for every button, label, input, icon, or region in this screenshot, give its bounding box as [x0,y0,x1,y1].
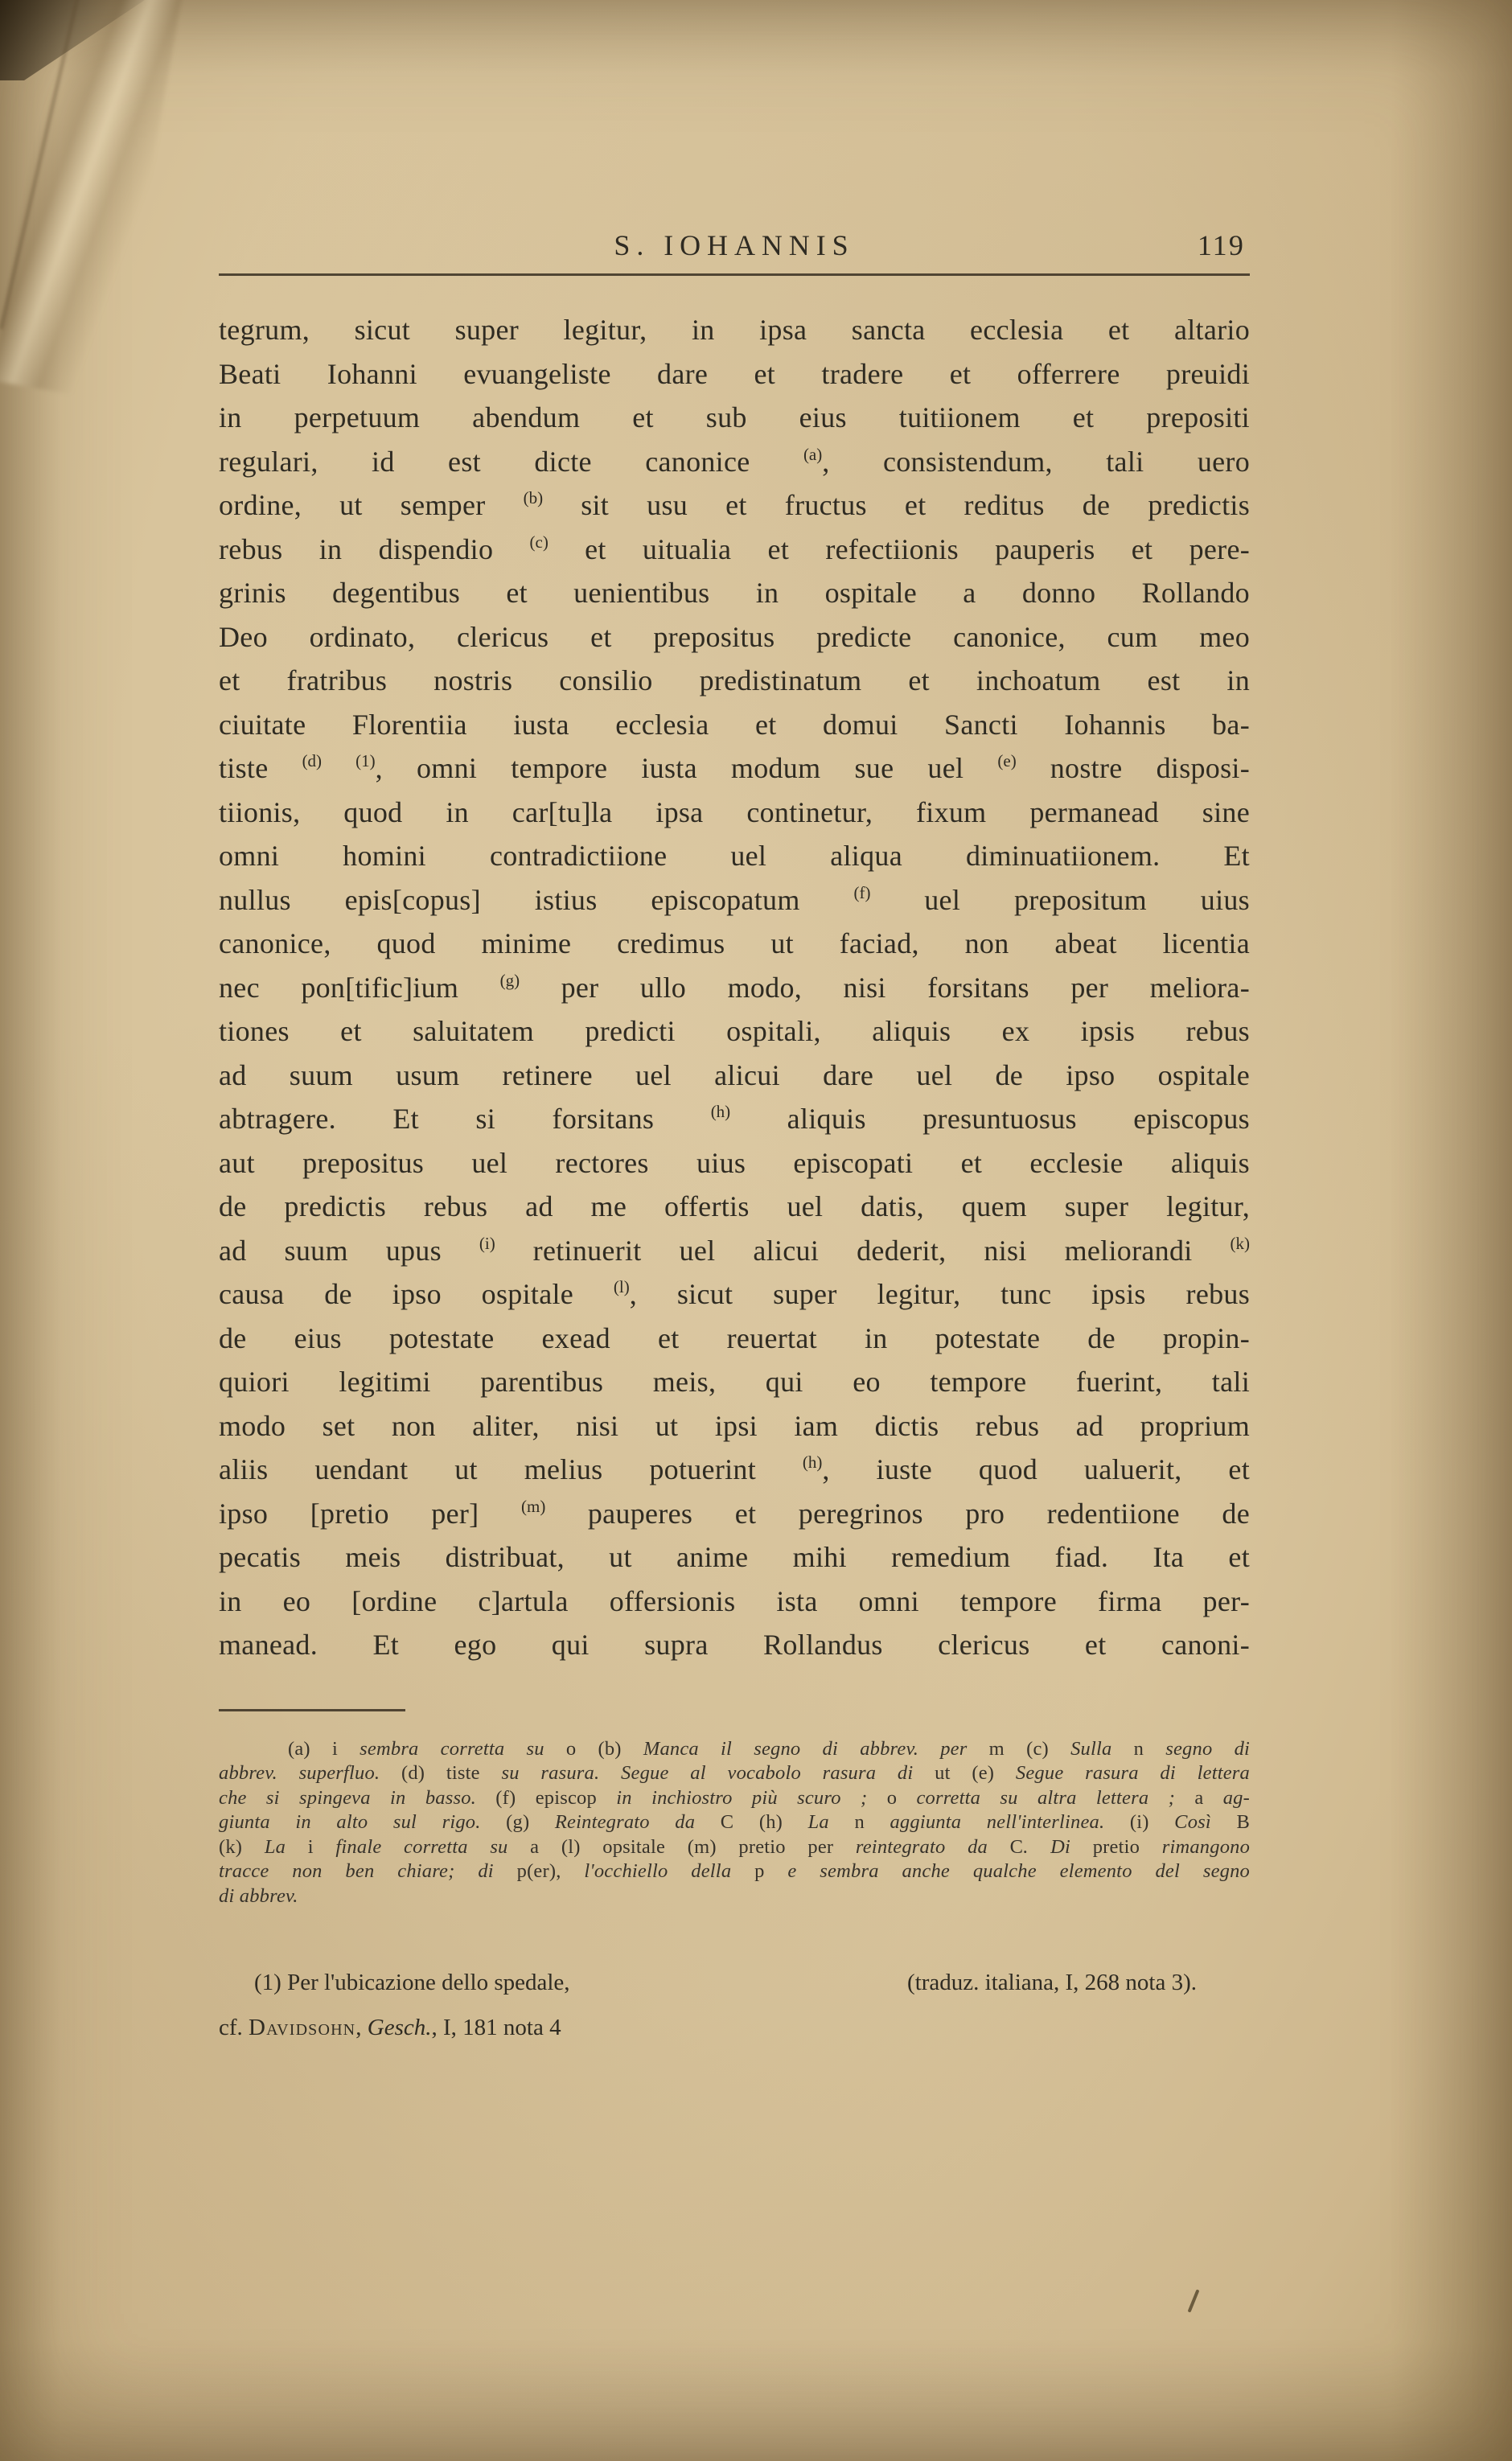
note-label: (e) [972,1762,995,1784]
note-reference: (c) [529,532,549,552]
reading: C [720,1811,734,1833]
note-label: (h) [758,1811,783,1833]
note-reference: (a) [803,444,823,464]
body-line: regulari, id est dicte canonice $^{(a)}$, consistendum, tali uero [219,444,1250,478]
note-label: (c) [1026,1737,1049,1760]
note-label: (g) [506,1811,530,1833]
note-reference: (h) [802,1452,823,1472]
apparatus-line: tracce non ben chiare; di p(er), l'occhiello della p e sembra anche qualche elemento del segno [219,1860,1251,1882]
running-header [219,228,1250,265]
apparatus-line: (a) i sembra corretta su o (b) Manca il segno di abbrev. per m (c) Sulla n segno di [288,1737,1251,1760]
note-label: (i) [1129,1811,1149,1833]
body-line: ad suum upus $^{(i)}$ retinuerit uel alicui dederit, nisi meliorandi $^{(k)}$ [219,1233,1250,1267]
body-line: canonice, quod minime credimus ut faciad, non abeat licentia [219,927,1250,959]
note-reference: (l) [613,1277,630,1296]
body-line: modo set non aliter, nisi ut ipsi iam dictis rebus ad proprium [219,1409,1250,1442]
body-line: tegrum, sicut super legitur, in ipsa sancta ecclesia et altario [219,314,1250,346]
note-reference: (g) [499,970,520,990]
body-line: tiionis, quod in car[tu]la ipsa continetur, fixum permanead sine [219,795,1250,828]
apparatus-line: di abbrev. [219,1884,298,1907]
body-text [219,308,1250,1667]
reading: a [1194,1786,1204,1809]
reading: pretio [1092,1835,1140,1858]
note-reference: (i) [479,1233,495,1253]
reading: tiste [446,1762,480,1784]
note-label: (d) [401,1762,425,1784]
note-reference: (m) [521,1496,546,1516]
footnote-line [219,2005,1250,2050]
reading: B [1236,1811,1250,1833]
reading: n [854,1811,865,1833]
running-title: S. IOHANNIS [614,229,855,261]
reading: i [331,1737,338,1760]
body-line: grinis degentibus et uenientibus in ospitale a donno Rollando [219,577,1250,609]
note-label: (m) [687,1835,717,1858]
reading: episcop [535,1786,597,1809]
body-line: aut prepositus uel rectores uius episcopati et ecclesie aliquis [219,1146,1250,1179]
body-line: pecatis meis distribuat, ut anime mihi remedium fiad. Ita et [219,1541,1250,1573]
footnote-text: , [355,2015,368,2040]
reading: opsitale [602,1835,666,1858]
reading: a [530,1835,540,1858]
footnote-text: cf. [219,2015,249,2040]
apparatus-line: abbrev. superfluo. (d) tiste su rasura. Segue al vocabolo rasura di ut (e) Segue rasura di lettera [219,1762,1250,1784]
page-number: 119 [1197,229,1245,261]
apparatus-notes [219,1737,1250,1909]
apparatus-separator-rule [219,1709,405,1711]
note-label: (a) [288,1737,310,1760]
body-line: omni homini contradictiione uel aliqua diminuatiionem. Et [219,840,1250,872]
reading: C [1009,1835,1024,1858]
note-reference: (1) [355,751,376,770]
body-line: aliis uendant ut melius potuerint $^{(h)}$, iuste quod ualuerit, et [219,1452,1250,1485]
reading: ut [935,1762,951,1784]
footnote-text: Gesch. [367,2015,432,2040]
note-reference: (e) [997,751,1017,770]
body-line: de eius potestate exead et reuertat in potestate de propin- [219,1321,1250,1354]
reading: p(er), [516,1860,561,1882]
body-line: Deo ordinato, clericus et prepositus predicte canonice, cum meo [219,620,1250,653]
body-line: causa de ipso ospitale $^{(l)}$, sicut super legitur, tunc ipsis rebus [219,1277,1251,1310]
body-line: tiste $^{(d)}$ $^{(1)}$, omni tempore iusta modum sue uel $^{(e)}$ nostre disposi- [219,751,1250,784]
note-label: (l) [561,1835,581,1858]
apparatus-line: che si spingeva in basso. (f) episcop in inchiostro più scuro ; o corretta su altra lettera ; a ag- [219,1786,1250,1809]
note-label: (f) [495,1786,516,1809]
body-line: ad suum usum retinere uel alicui dare uel de ipso ospitale [219,1058,1250,1091]
footnote [219,1960,1250,2050]
body-line: in perpetuum abendum et sub eius tuitiionem et prepositi [219,401,1250,433]
note-reference: (d) [302,751,323,770]
reading: p [754,1860,765,1882]
note-label: (k) [219,1835,243,1858]
body-line: abtragere. Et si forsitans $^{(h)}$ aliquis presuntuosus episcopus [219,1102,1250,1135]
body-line: ipso [pretio per] $^{(m)}$ pauperes et peregrinos pro redentiione de [219,1496,1251,1530]
reading: m [988,1737,1005,1760]
reading: pretio per [738,1835,834,1858]
footnote-text: Davidsohn [249,2015,356,2040]
body-line: de predictis rebus ad me offertis uel datis, quem super legitur, [219,1190,1250,1222]
body-line: nec pon[tific]ium $^{(g)}$ per ullo modo, nisi forsitans per meliora- [219,970,1250,1004]
body-line: et fratribus nostris consilio predistinatum et inchoatum est in [219,664,1250,696]
footnote-text: , I, 181 nota 4 [431,2015,561,2040]
reading: n [1133,1737,1144,1760]
note-reference: (f) [853,882,871,902]
footnote-text-right: (traduz. italiana, I, 268 nota 3). [907,1970,1197,1995]
note-reference: (h) [710,1102,731,1121]
body-line: manead. Et ego qui supra Rollandus clericus et canoni- [219,1629,1250,1661]
reading: i [307,1835,314,1858]
body-line: Beati Iohanni evuangeliste dare et tradere et offerrere preuidi [219,357,1250,390]
reading: o [565,1737,577,1760]
body-line: tiones et saluitatem predicti ospitali, aliquis ex ipsis rebus [219,1015,1250,1047]
body-line: in eo [ordine c]artula offersionis ista omni tempore firma per- [219,1584,1250,1617]
header-rule [219,273,1250,276]
apparatus-line: giunta in alto sul rigo. (g) Reintegrato da C (h) La n aggiunta nell'interlinea. (i) Così B [219,1811,1250,1833]
ink-mark [1188,2289,1200,2312]
note-reference: (k) [1230,1233,1250,1253]
body-line: nullus epis[copus] istius episcopatum $^{(f)}$ uel prepositum uius [219,882,1250,916]
note-label: (b) [598,1737,622,1760]
body-line: quiori legitimi parentibus meis, qui eo tempore fuerint, tali [219,1366,1250,1398]
page-content [219,0,1250,2050]
reading: o [886,1786,898,1809]
body-line: rebus in dispendio $^{(c)}$ et uitualia et refectiionis pauperis et pere- [219,532,1251,565]
body-line: ciuitate Florentiia iusta ecclesia et domui Sancti Iohannis ba- [219,708,1250,741]
body-line: ordine, ut semper $^{(b)}$ sit usu et fructus et reditus de predictis [219,488,1250,521]
footnote-text-left: (1) Per l'ubicazione dello spedale, [254,1970,570,1995]
footnote-line [219,1960,1250,2005]
apparatus-line: (k) La i finale corretta su a (l) opsitale (m) pretio per reintegrato da C. Di pretio rimangono [219,1835,1251,1858]
note-reference: (b) [523,488,544,507]
